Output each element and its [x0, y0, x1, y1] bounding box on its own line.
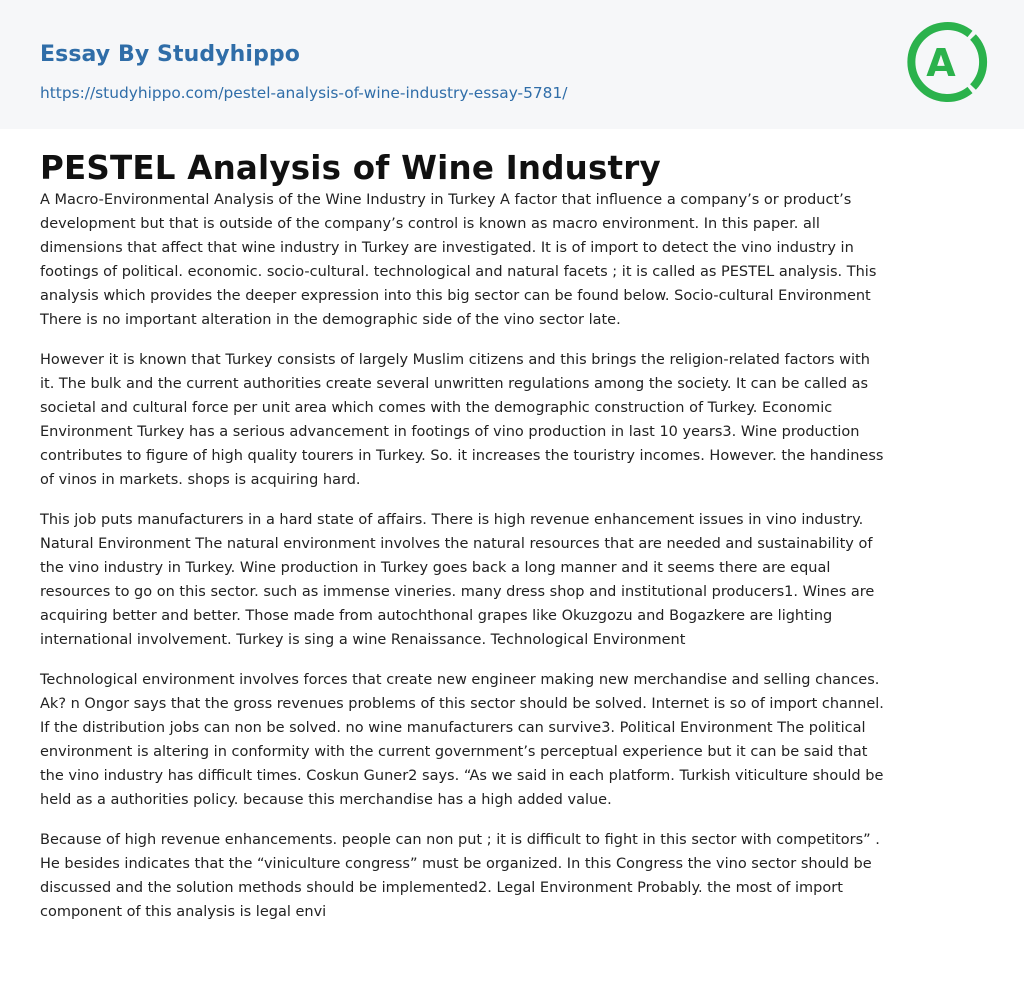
article-paragraph: A Macro-Environmental Analysis of the Wine Industry in Turkey A factor that influence a company’s or product’s development but that is outside of the company’s control is known as macro environment. In this paper. all dimensions that affect that wine industry in Turkey are investigated. It is of import to detect the vino industry in footings of political. economic. socio-cultural. technological and natural facets ; it is called as PESTEL analysis. This analysis which provides the deeper expression into this big sector can be found below. Socio-cultural Environment There is no important alteration in the demographic side of the vino sector late. [40, 192, 877, 328]
studyhippo-logo-icon[interactable] [906, 19, 988, 105]
essay-url-link[interactable]: https://studyhippo.com/pestel-analysis-of-wine-industry-essay-5781/ [40, 84, 568, 102]
article-title: PESTEL Analysis of Wine Industry [40, 149, 661, 187]
site-brand[interactable]: Essay By Studyhippo [40, 42, 300, 67]
article-paragraph: Because of high revenue enhancements. people can non put ; it is difficult to fight in this sector with competitors” . He besides indicates that the “viniculture congress” must be organized. In this Congress the vino sector should be discussed and the solution methods should be implemented2. Legal Environment Probably. the most of import component of this analysis is legal envi [40, 832, 880, 920]
article-paragraph: However it is known that Turkey consists of largely Muslim citizens and this brings the religion-related factors with it. The bulk and the current authorities create several unwritten regulations among the society. It can be called as societal and cultural force per unit area which comes with the demographic construction of Turkey. Economic Environment Turkey has a serious advancement in footings of vino production in last 10 years3. Wine production contributes to figure of high quality tourers in Turkey. So. it increases the touristry incomes. However. the handiness of vinos in markets. shops is acquiring hard. [40, 352, 884, 488]
article [0, 129, 1024, 924]
logo-letter: A [926, 41, 956, 85]
article-paragraph: This job puts manufacturers in a hard state of affairs. There is high revenue enhancement issues in vino industry. Natural Environment The natural environment involves the natural resources that are needed and sustainability of the vino industry in Turkey. Wine production in Turkey goes back a long manner and it seems there are equal resources to go on this sector. such as immense vineries. many dress shop and institutional producers1. Wines are acquiring better and better. Those made from autochthonal grapes like Okuzgozu and Bogazkere are lighting international involvement. Turkey is sing a wine Renaissance. Technological Environment [40, 512, 875, 648]
article-body [40, 188, 984, 924]
article-paragraph: Technological environment involves forces that create new engineer making new merchandise and selling chances. Ak? n Ongor says that the gross revenues problems of this sector should be solved. Internet is so of import channel. If the distribution jobs can non be solved. no wine manufacturers can survive3. Political Environment The political environment is altering in conformity with the current government’s perceptual experience but it can be said that the vino industry has difficult times. Coskun Guner2 says. “As we said in each platform. Turkish viticulture should be held as a authorities policy. because this merchandise has a high added value. [40, 672, 884, 808]
site-header [0, 0, 1024, 129]
